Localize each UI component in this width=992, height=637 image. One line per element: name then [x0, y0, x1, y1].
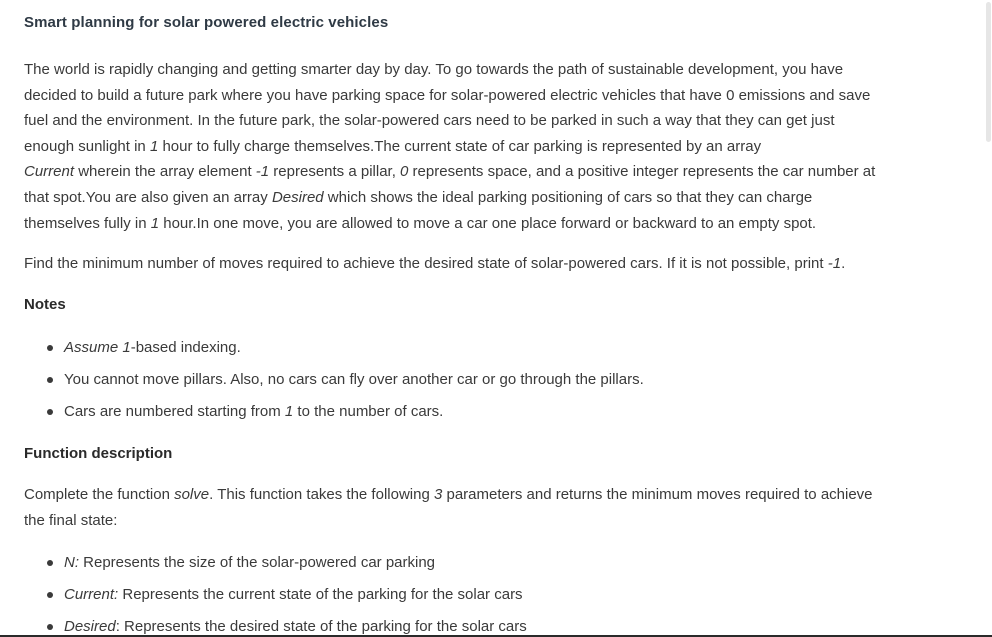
note-emphasis: 1 [284, 403, 294, 420]
list-item [24, 553, 527, 585]
parameters-list [24, 553, 527, 637]
param-count: 3 [433, 486, 443, 503]
function-paragraph [24, 482, 954, 533]
intro-hour-value: 1 [150, 214, 160, 232]
param-desc: Represents the size of the solar-powered car parking [79, 554, 436, 571]
list-item [24, 585, 527, 617]
intro-text: wherein the array element [74, 163, 256, 181]
intro-line-3: fuel and the environment. In the future park, the solar-powered cars need to be parked in such a way that they can get just [24, 112, 835, 130]
param-desc: Represents the desired state of the parking for the solar cars [119, 618, 527, 635]
function-line-2: the final state: [24, 511, 118, 529]
list-item: Cars are numbered starting from 1 to the number of cars. [24, 402, 644, 434]
pillar-value: -1 [255, 163, 270, 181]
problem-statement [24, 0, 954, 637]
bullet-icon [47, 377, 53, 383]
bullet-icon [47, 345, 53, 351]
param-name: Desired [64, 618, 116, 635]
intro-line-2: decided to build a future park where you have parking space for solar-powered electric vehicles that have 0 emissions and save [24, 86, 871, 104]
current-array-name: Current [24, 163, 75, 181]
task-end: . [841, 255, 846, 272]
param-name: Current: [64, 586, 119, 603]
desired-array-name: Desired [271, 188, 324, 206]
intro-line-7 [24, 211, 954, 237]
list-item: You cannot move pillars. Also, no cars can fly over another car or go through the pillars. [24, 370, 644, 402]
task-paragraph [24, 251, 954, 277]
intro-text: hour.In one move, you are allowed to move a car one place forward or backward to an empty spot. [159, 214, 817, 232]
task-text: Find the minimum number of moves required to achieve the desired state of solar-powered cars. If it is not possible, print [24, 255, 828, 272]
param-name: N: [64, 554, 79, 571]
intro-text: themselves fully in [24, 214, 151, 232]
intro-text: that spot.You are also given an array [24, 188, 272, 206]
intro-line-5 [24, 159, 954, 185]
impossible-value: -1 [827, 255, 842, 272]
task-line [24, 251, 954, 277]
bullet-icon [47, 624, 53, 630]
intro-text: represents space, and a positive integer represents the car number at [408, 163, 876, 181]
scrollbar[interactable] [984, 0, 992, 637]
note-emphasis: Assume 1 [64, 339, 131, 356]
list-item: Assume 1-based indexing. [24, 338, 644, 370]
bullet-icon [47, 592, 53, 598]
param-desc: Represents the current state of the parking for the solar cars [118, 586, 523, 603]
problem-title: Smart planning for solar powered electric vehicles [24, 14, 389, 31]
intro-text: enough sunlight in [24, 137, 150, 155]
notes-heading: Notes [24, 296, 66, 313]
scrollbar-thumb[interactable] [986, 2, 991, 142]
intro-text: represents a pillar, [269, 163, 401, 181]
list-item: Desired: Represents the desired state of the parking for the solar cars [24, 617, 527, 637]
intro-text: hour to fully charge themselves.The current state of car parking is represented by an array [158, 137, 762, 155]
intro-hour-value: 1 [149, 137, 159, 155]
notes-list [24, 338, 644, 434]
intro-line-6 [24, 185, 954, 211]
bullet-icon [47, 560, 53, 566]
intro-line-1: The world is rapidly changing and getting smarter day by day. To go towards the path of sustainable development, you have [24, 61, 844, 78]
function-name: solve [174, 486, 210, 503]
intro-text: which shows the ideal parking positioning of cars so that they can charge [323, 188, 813, 206]
function-line-1: Complete the function solve. This function takes the following 3 parameters and returns the minimum moves required to achieve [24, 486, 873, 503]
function-description-heading: Function description [24, 445, 173, 462]
space-value: 0 [400, 163, 409, 181]
bullet-icon [47, 409, 53, 415]
intro-paragraph [24, 57, 954, 236]
intro-line-4 [24, 134, 954, 160]
